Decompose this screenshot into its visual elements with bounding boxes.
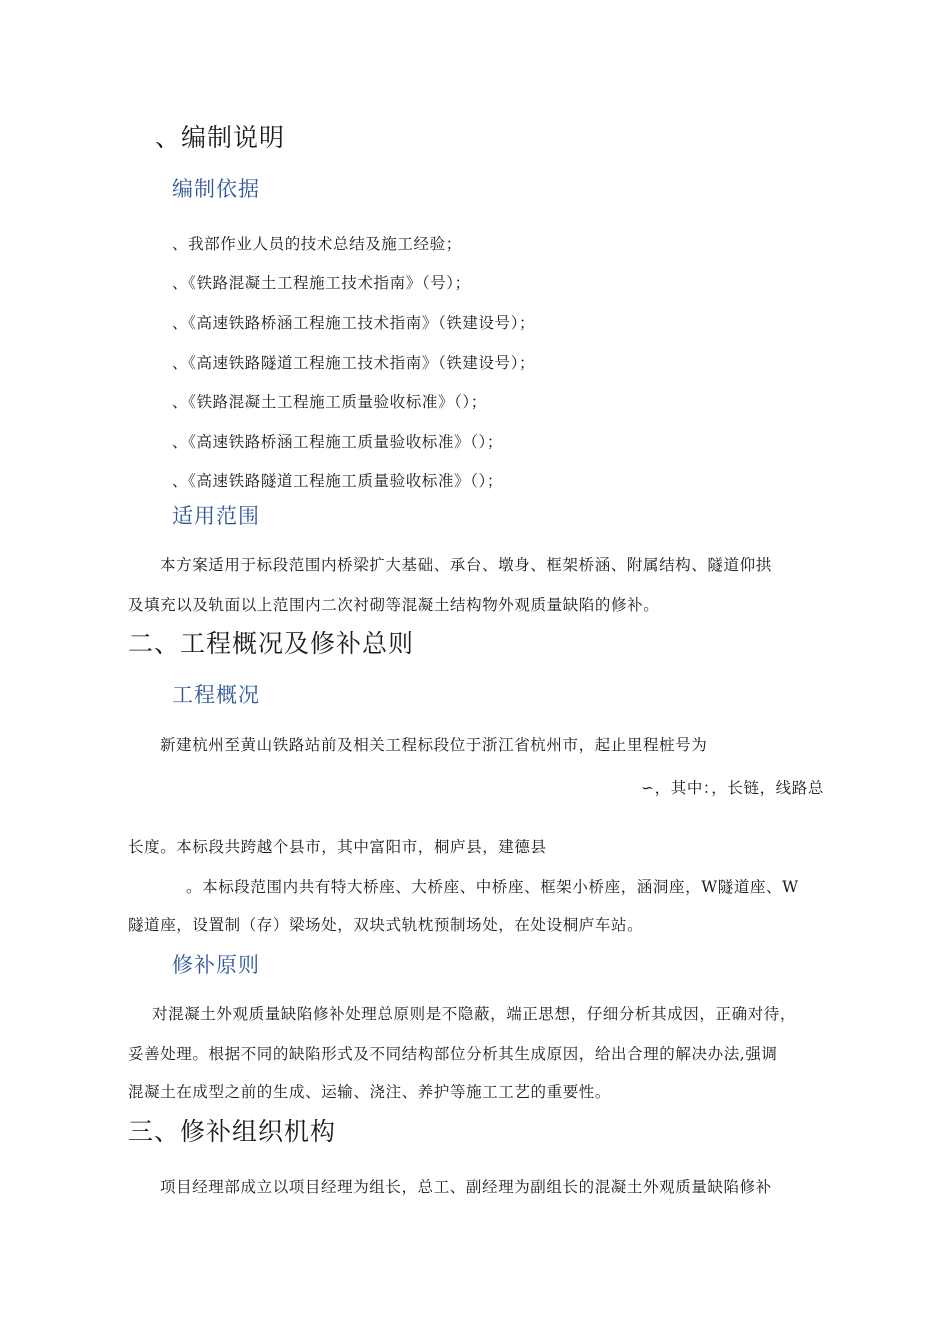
- basis-item-7: 、《高速铁路隧道工程施工质量验收标准》（）；: [172, 472, 503, 490]
- overview-line-5: 隧道座，设置制（存）梁场处，双块式轨枕预制场处，在处设桐庐车站。: [128, 916, 644, 934]
- scope-line-2: 及填充以及轨面以上范围内二次衬砌等混凝土结构物外观质量缺陷的修补。: [128, 596, 660, 614]
- section-2-title: 二、工程概况及修补总则: [128, 629, 415, 658]
- overview-line-4: 。本标段范围内共有特大桥座、大桥座、中桥座、框架小桥座，涵洞座，W隧道座、W: [186, 878, 799, 896]
- basis-heading: 编制依据: [172, 177, 260, 201]
- scope-heading: 适用范围: [172, 504, 260, 528]
- overview-line-1: 新建杭州至黄山铁路站前及相关工程标段位于浙江省杭州市，起止里程桩号为: [160, 736, 708, 754]
- section-3-title: 三、修补组织机构: [128, 1117, 337, 1146]
- basis-item-6: 、《高速铁路桥涵工程施工质量验收标准》（）；: [172, 433, 503, 451]
- basis-item-4: 、《高速铁路隧道工程施工技术指南》（铁建设号）；: [172, 354, 536, 372]
- org-line-1: 项目经理部成立以项目经理为组长，总工、副经理为副组长的混凝土外观质量缺陷修补: [160, 1178, 772, 1196]
- principle-line-1: 对混凝土外观质量缺陷修补处理总原则是不隐蔽，端正思想，仔细分析其成因，正确对待，: [152, 1005, 797, 1023]
- principle-heading: 修补原则: [172, 953, 260, 977]
- section-1-title: 、编制说明: [155, 123, 286, 152]
- overview-line-2: ∽，其中：，长链，线路总: [641, 779, 824, 797]
- overview-line-3: 长度。本标段共跨越个县市，其中富阳市，桐庐县，建德县: [128, 838, 547, 856]
- principle-line-3: 混凝土在成型之前的生成、运输、浇注、养护等施工工艺的重要性。: [128, 1083, 612, 1101]
- basis-item-5: 、《铁路混凝土工程施工质量验收标准》（）；: [172, 393, 487, 411]
- basis-item-3: 、《高速铁路桥涵工程施工技术指南》（铁建设号）；: [172, 314, 536, 332]
- basis-item-2: 、《铁路混凝土工程施工技术指南》（号）；: [172, 274, 471, 292]
- basis-item-1: 、我部作业人员的技术总结及施工经验；: [172, 235, 462, 253]
- principle-line-2: 妥善处理。根据不同的缺陷形式及不同结构部位分析其生成原因，给出合理的解决办法,强调: [128, 1045, 778, 1063]
- overview-heading: 工程概况: [172, 683, 260, 707]
- scope-line-1: 本方案适用于标段范围内桥梁扩大基础、承台、墩身、框架桥涵、附属结构、隧道仰拱: [160, 556, 772, 574]
